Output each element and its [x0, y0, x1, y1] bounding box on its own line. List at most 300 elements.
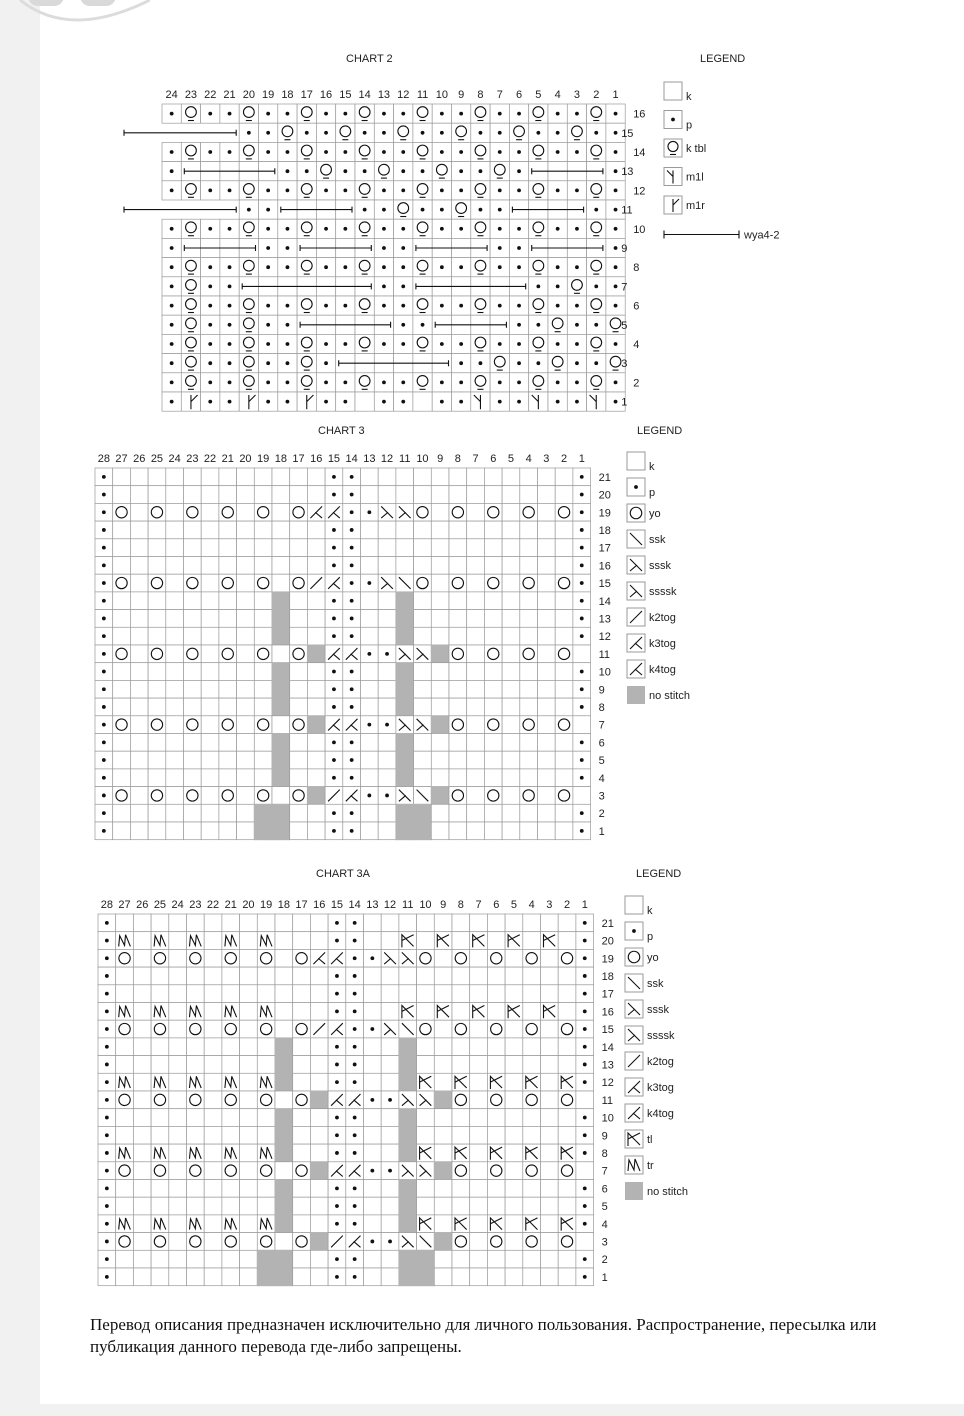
- no-stitch-cell: [275, 1197, 293, 1215]
- purl-dot-icon: [305, 131, 309, 135]
- purl-dot-icon: [517, 246, 521, 250]
- stitch-cell: [148, 698, 166, 716]
- column-number: 8: [457, 899, 464, 911]
- stitch-cell: [538, 574, 556, 592]
- stitch-cell: [467, 698, 485, 716]
- stitch-cell: [130, 557, 148, 575]
- stitch-cell: [201, 787, 219, 805]
- stitch-cell: [307, 822, 325, 840]
- row-number: 14: [598, 595, 611, 608]
- column-number: 6: [490, 453, 497, 465]
- column-number: 24: [165, 89, 178, 101]
- purl-dot-icon: [102, 546, 106, 550]
- stitch-cell: [257, 967, 275, 985]
- stitch-cell: [467, 751, 485, 769]
- purl-dot-icon: [286, 381, 290, 385]
- stitch-cell: [381, 1109, 399, 1127]
- column-number: 26: [136, 899, 149, 911]
- stitch-cell: [240, 1020, 258, 1038]
- column-number: 3: [573, 89, 581, 101]
- stitch-cell: [222, 1197, 240, 1215]
- no-stitch-cell: [396, 822, 414, 840]
- row-number: 6: [598, 737, 605, 750]
- no-stitch-cell: [257, 1268, 275, 1286]
- purl-dot-icon: [105, 1009, 109, 1013]
- stitch-cell: [219, 680, 237, 698]
- stitch-cell: [484, 822, 502, 840]
- purl-dot-icon: [350, 758, 354, 762]
- stitch-cell: [169, 1073, 187, 1091]
- stitch-cell: [467, 521, 485, 539]
- no-stitch-cell: [254, 822, 272, 840]
- stitch-cell: [307, 610, 325, 628]
- stitch-cell: [576, 1233, 594, 1251]
- stitch-cell: [538, 680, 556, 698]
- purl-dot-icon: [105, 939, 109, 943]
- stitch-cell: [452, 1268, 470, 1286]
- stitch-cell: [555, 557, 573, 575]
- purl-dot-icon: [580, 740, 584, 744]
- purl-dot-icon: [305, 169, 309, 173]
- purl-dot-icon: [102, 687, 106, 691]
- legend-label: ssk: [649, 534, 666, 546]
- column-number: 6: [515, 89, 523, 101]
- stitch-cell: [467, 663, 485, 681]
- purl-dot-icon: [459, 400, 463, 404]
- purl-dot-icon: [266, 189, 270, 193]
- stitch-cell: [166, 539, 184, 557]
- purl-dot-icon: [332, 705, 336, 709]
- purl-dot-icon: [370, 1027, 374, 1031]
- row-number: 18: [601, 970, 614, 983]
- purl-dot-icon: [105, 1169, 109, 1173]
- stitch-cell: [254, 663, 272, 681]
- purl-dot-icon: [367, 581, 371, 585]
- stitch-cell: [254, 557, 272, 575]
- row-number: 8: [598, 701, 605, 714]
- purl-dot-icon: [332, 670, 336, 674]
- purl-dot-icon: [350, 563, 354, 567]
- row-number: 11: [598, 648, 611, 661]
- purl-dot-icon: [102, 829, 106, 833]
- stitch-cell: [240, 985, 258, 1003]
- stitch-cell: [187, 985, 205, 1003]
- chart3-legend-title: LEGEND: [637, 425, 683, 437]
- column-number: 18: [277, 899, 290, 911]
- stitch-cell: [254, 486, 272, 504]
- stitch-cell: [449, 521, 467, 539]
- stitch-cell: [204, 1250, 222, 1268]
- purl-dot-icon: [335, 1151, 339, 1155]
- purl-dot-icon: [286, 323, 290, 327]
- purl-dot-icon: [105, 1151, 109, 1155]
- stitch-cell: [184, 734, 202, 752]
- stitch-cell: [505, 1268, 523, 1286]
- purl-dot-icon: [614, 169, 618, 173]
- no-stitch-cell: [310, 1091, 328, 1109]
- purl-dot-icon: [332, 740, 336, 744]
- stitch-cell: [166, 592, 184, 610]
- stitch-cell: [434, 985, 452, 1003]
- row-number: 4: [601, 1218, 608, 1231]
- stitch-cell: [237, 787, 255, 805]
- purl-dot-icon: [498, 381, 502, 385]
- purl-dot-icon: [170, 227, 174, 231]
- stitch-cell: [378, 751, 396, 769]
- stitch-cell: [169, 1056, 187, 1074]
- stitch-cell: [113, 804, 131, 822]
- stitch-cell: [290, 663, 308, 681]
- legend-item-k3tog: [627, 634, 676, 652]
- stitch-cell: [378, 769, 396, 787]
- no-stitch-cell: [399, 1215, 417, 1233]
- stitch-cell: [184, 610, 202, 628]
- stitch-cell: [449, 557, 467, 575]
- stitch-cell: [414, 557, 432, 575]
- purl-dot-icon: [594, 361, 598, 365]
- stitch-cell: [520, 663, 538, 681]
- stitch-cell: [151, 1126, 169, 1144]
- purl-dot-icon: [324, 112, 328, 116]
- stitch-cell: [113, 663, 131, 681]
- purl-dot-icon: [266, 361, 270, 365]
- no-stitch-cell: [257, 1250, 275, 1268]
- legend-item-sssk: [625, 1000, 670, 1018]
- column-number: 24: [171, 899, 184, 911]
- purl-dot-icon: [324, 381, 328, 385]
- stitch-cell: [187, 1180, 205, 1198]
- no-stitch-cell: [254, 804, 272, 822]
- purl-dot-icon: [324, 342, 328, 346]
- no-stitch-cell: [396, 751, 414, 769]
- purl-dot-icon: [335, 1204, 339, 1208]
- purl-dot-icon: [353, 939, 357, 943]
- purl-dot-icon: [363, 169, 367, 173]
- stitch-cell: [431, 468, 449, 486]
- stitch-cell: [470, 1091, 488, 1109]
- stitch-cell: [293, 1038, 311, 1056]
- stitch-cell: [520, 751, 538, 769]
- stitch-cell: [116, 985, 134, 1003]
- stitch-cell: [538, 804, 556, 822]
- stitch-cell: [361, 751, 379, 769]
- purl-dot-icon: [517, 304, 521, 308]
- no-stitch-cell: [399, 1126, 417, 1144]
- stitch-cell: [254, 698, 272, 716]
- purl-dot-icon: [332, 617, 336, 621]
- stitch-cell: [449, 468, 467, 486]
- purl-dot-icon: [102, 475, 106, 479]
- stitch-cell: [166, 557, 184, 575]
- stitch-cell: [240, 1126, 258, 1144]
- stitch-cell: [467, 574, 485, 592]
- stitch-cell: [290, 468, 308, 486]
- stitch-cell: [293, 1180, 311, 1198]
- stitch-cell: [219, 769, 237, 787]
- stitch-cell: [417, 1056, 435, 1074]
- no-stitch-cell: [399, 1073, 417, 1091]
- stitch-cell: [417, 967, 435, 985]
- stitch-cell: [166, 804, 184, 822]
- purl-dot-icon: [459, 227, 463, 231]
- purl-dot-icon: [350, 705, 354, 709]
- no-stitch-cell: [275, 1073, 293, 1091]
- stitch-cell: [254, 751, 272, 769]
- purl-dot-icon: [583, 1116, 587, 1120]
- stitch-cell: [237, 734, 255, 752]
- purl-dot-icon: [350, 581, 354, 585]
- purl-dot-icon: [350, 687, 354, 691]
- stitch-cell: [151, 1268, 169, 1286]
- stitch-cell: [505, 1162, 523, 1180]
- purl-dot-icon: [440, 189, 444, 193]
- stitch-cell: [204, 1162, 222, 1180]
- purl-dot-icon: [353, 921, 357, 925]
- stitch-cell: [240, 1038, 258, 1056]
- column-number: 1: [612, 89, 619, 101]
- stitch-cell: [381, 1003, 399, 1021]
- row-number: 20: [601, 935, 614, 948]
- stitch-cell: [452, 914, 470, 932]
- stitch-cell: [487, 967, 505, 985]
- stitch-cell: [467, 787, 485, 805]
- stitch-cell: [201, 645, 219, 663]
- purl-dot-icon: [353, 1045, 357, 1049]
- stitch-cell: [240, 1144, 258, 1162]
- purl-dot-icon: [286, 361, 290, 365]
- column-number: 22: [204, 89, 217, 101]
- stitch-cell: [523, 1197, 541, 1215]
- stitch-cell: [399, 985, 417, 1003]
- stitch-cell: [538, 539, 556, 557]
- stitch-cell: [310, 967, 328, 985]
- row-number: 19: [601, 953, 614, 966]
- purl-dot-icon: [228, 400, 232, 404]
- stitch-cell: [219, 486, 237, 504]
- stitch-cell: [417, 1109, 435, 1127]
- stitch-cell: [520, 468, 538, 486]
- purl-dot-icon: [536, 285, 540, 289]
- stitch-cell: [187, 1038, 205, 1056]
- stitch-cell: [555, 663, 573, 681]
- no-stitch-cell: [272, 698, 290, 716]
- column-number: 21: [221, 453, 234, 465]
- stitch-cell: [293, 1109, 311, 1127]
- stitch-cell: [166, 787, 184, 805]
- purl-dot-icon: [575, 227, 579, 231]
- stitch-cell: [293, 932, 311, 950]
- stitch-cell: [219, 521, 237, 539]
- purl-dot-icon: [350, 599, 354, 603]
- purl-dot-icon: [517, 150, 521, 154]
- purl-dot-icon: [614, 381, 618, 385]
- stitch-cell: [396, 521, 414, 539]
- stitch-cell: [484, 751, 502, 769]
- stitch-cell: [133, 967, 151, 985]
- stitch-cell: [505, 1056, 523, 1074]
- stitch-cell: [290, 627, 308, 645]
- purl-dot-icon: [332, 563, 336, 567]
- no-stitch-cell: [275, 1056, 293, 1074]
- stitch-cell: [502, 557, 520, 575]
- stitch-cell: [169, 932, 187, 950]
- stitch-cell: [378, 539, 396, 557]
- purl-dot-icon: [583, 1009, 587, 1013]
- purl-dot-icon: [266, 131, 270, 135]
- stitch-cell: [467, 503, 485, 521]
- stitch-cell: [505, 1233, 523, 1251]
- stitch-cell: [505, 985, 523, 1003]
- stitch-cell: [169, 1038, 187, 1056]
- no-stitch-cell: [275, 1215, 293, 1233]
- purl-dot-icon: [105, 1080, 109, 1084]
- row-number: 16: [633, 108, 646, 121]
- purl-dot-icon: [286, 189, 290, 193]
- stitch-cell: [538, 592, 556, 610]
- stitch-cell: [505, 914, 523, 932]
- legend-item-k: [627, 452, 655, 473]
- row-number: 10: [598, 666, 611, 679]
- stitch-cell: [470, 1197, 488, 1215]
- purl-dot-icon: [382, 265, 386, 269]
- row-number: 3: [601, 1236, 608, 1249]
- stitch-cell: [275, 914, 293, 932]
- purl-dot-icon: [580, 528, 584, 532]
- column-number: 4: [554, 89, 561, 101]
- stitch-cell: [310, 1038, 328, 1056]
- stitch-cell: [275, 1020, 293, 1038]
- stitch-cell: [555, 592, 573, 610]
- stitch-cell: [293, 1197, 311, 1215]
- stitch-cell: [257, 1197, 275, 1215]
- purl-dot-icon: [382, 304, 386, 308]
- purl-dot-icon: [367, 723, 371, 727]
- purl-dot-icon: [580, 510, 584, 514]
- stitch-cell: [523, 1268, 541, 1286]
- stitch-cell: [434, 967, 452, 985]
- purl-dot-icon: [517, 112, 521, 116]
- stitch-cell: [272, 716, 290, 734]
- legend-item-ssssk: [627, 582, 677, 600]
- purl-dot-icon: [580, 581, 584, 585]
- purl-dot-icon: [324, 361, 328, 365]
- stitch-cell: [240, 1073, 258, 1091]
- stitch-cell: [502, 503, 520, 521]
- stitch-cell: [378, 521, 396, 539]
- row-number: 5: [601, 1201, 608, 1214]
- stitch-cell: [502, 680, 520, 698]
- stitch-cell: [484, 486, 502, 504]
- purl-dot-icon: [208, 265, 212, 269]
- stitch-cell: [166, 503, 184, 521]
- stitch-cell: [434, 1073, 452, 1091]
- stitch-cell: [204, 985, 222, 1003]
- stitch-cell: [505, 1073, 523, 1091]
- purl-dot-icon: [350, 493, 354, 497]
- stitch-cell: [431, 486, 449, 504]
- no-stitch-cell: [396, 663, 414, 681]
- row-number: 1: [601, 1271, 608, 1284]
- purl-dot-icon: [335, 1080, 339, 1084]
- purl-dot-icon: [170, 169, 174, 173]
- stitch-cell: [237, 822, 255, 840]
- stitch-cell: [184, 822, 202, 840]
- column-number: 7: [475, 899, 482, 911]
- stitch-cell: [307, 734, 325, 752]
- stitch-cell: [310, 1126, 328, 1144]
- stitch-cell: [361, 557, 379, 575]
- purl-dot-icon: [634, 485, 638, 489]
- row-number: 1: [621, 396, 628, 409]
- stitch-cell: [184, 521, 202, 539]
- column-number: 17: [292, 453, 305, 465]
- stitch-cell: [290, 769, 308, 787]
- stitch-cell: [254, 680, 272, 698]
- stitch-cell: [237, 804, 255, 822]
- stitch-cell: [201, 521, 219, 539]
- stitch-cell: [541, 1144, 559, 1162]
- purl-dot-icon: [575, 112, 579, 116]
- stitch-cell: [184, 698, 202, 716]
- stitch-cell: [487, 1003, 505, 1021]
- stitch-cell: [307, 468, 325, 486]
- stitch-cell: [431, 680, 449, 698]
- stitch-cell: [467, 468, 485, 486]
- purl-dot-icon: [385, 794, 389, 798]
- stitch-cell: [240, 1197, 258, 1215]
- legend-item-k4tog: [625, 1104, 674, 1122]
- stitch-cell: [169, 967, 187, 985]
- purl-dot-icon: [335, 1222, 339, 1226]
- column-number: 3: [543, 453, 550, 465]
- stitch-cell: [541, 1233, 559, 1251]
- purl-dot-icon: [580, 617, 584, 621]
- stitch-cell: [431, 574, 449, 592]
- stitch-cell: [434, 1038, 452, 1056]
- purl-dot-icon: [440, 304, 444, 308]
- stitch-cell: [381, 1268, 399, 1286]
- legend-item-k3tog: [625, 1078, 674, 1096]
- stitch-cell: [204, 1091, 222, 1109]
- stitch-cell: [381, 1073, 399, 1091]
- stitch-cell: [116, 1056, 134, 1074]
- stitch-cell: [166, 716, 184, 734]
- legend-label: yo: [647, 952, 659, 964]
- stitch-cell: [219, 804, 237, 822]
- stitch-cell: [523, 1038, 541, 1056]
- stitch-cell: [541, 1197, 559, 1215]
- purl-dot-icon: [614, 227, 618, 231]
- no-stitch-cell: [399, 1268, 417, 1286]
- stitch-cell: [558, 1197, 576, 1215]
- stitch-cell: [201, 627, 219, 645]
- stitch-cell: [204, 914, 222, 932]
- purl-dot-icon: [228, 112, 232, 116]
- stitch-cell: [240, 1268, 258, 1286]
- row-number: 14: [601, 1041, 614, 1054]
- stitch-cell: [467, 627, 485, 645]
- column-number: 19: [257, 453, 270, 465]
- legend-label: ssssk: [647, 1030, 675, 1042]
- purl-dot-icon: [614, 208, 618, 212]
- stitch-cell: [237, 539, 255, 557]
- column-number: 28: [100, 899, 113, 911]
- purl-dot-icon: [208, 227, 212, 231]
- stitch-cell: [257, 1180, 275, 1198]
- purl-dot-icon: [350, 670, 354, 674]
- stitch-cell: [184, 769, 202, 787]
- stitch-cell: [467, 804, 485, 822]
